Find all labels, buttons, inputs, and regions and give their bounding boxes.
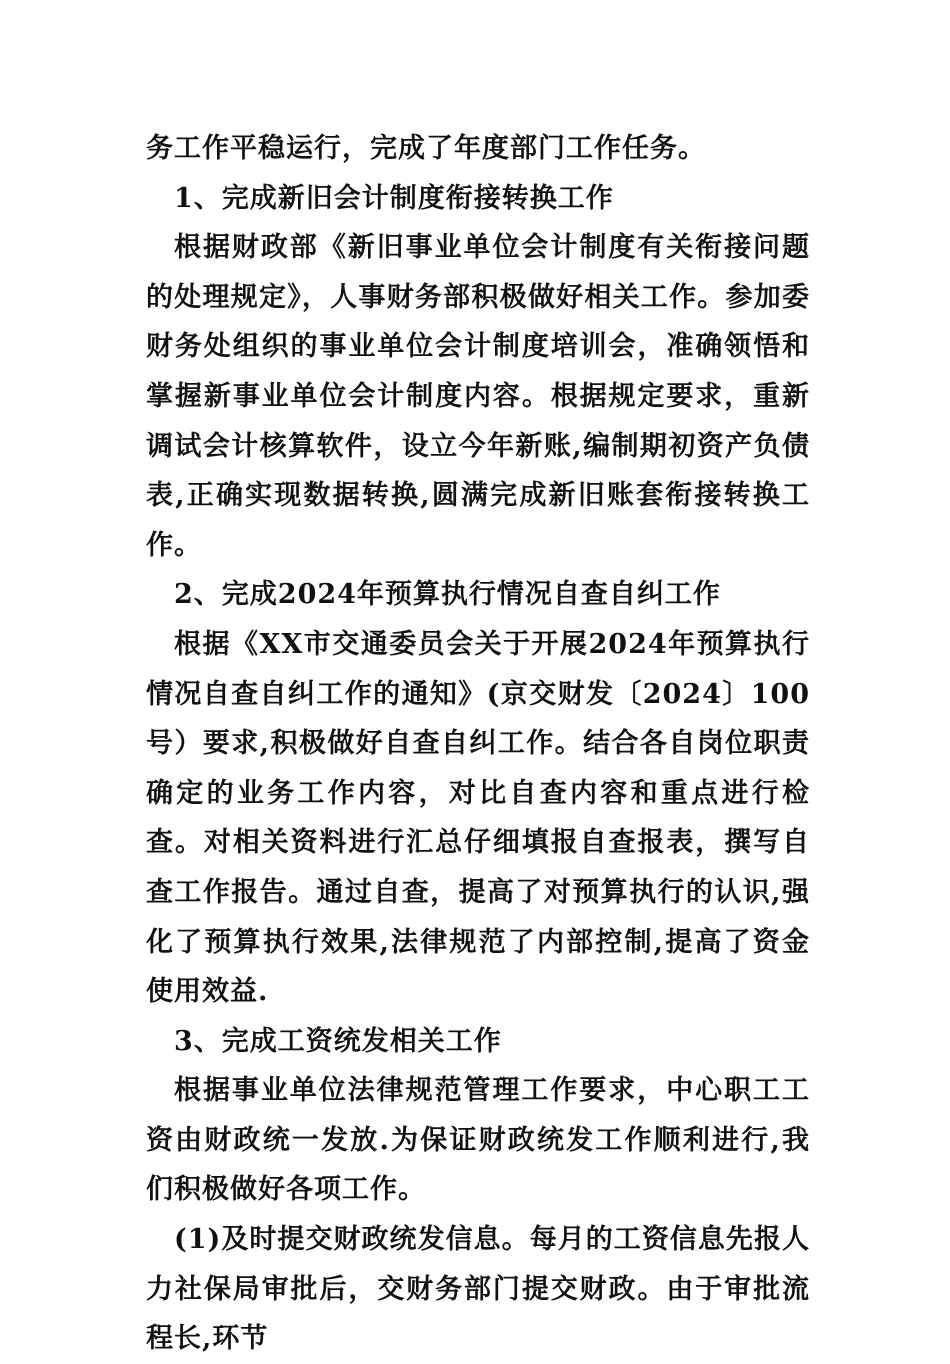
body-paragraph-2: 根据《XX市交通委员会关于开展2024年预算执行情况自查自纠工作的通知》(京交财发〔2024〕100号）要求,积极做好自查自纠工作。结合各自岗位职责确定的业务工作内容，对比自查内容和重点进行检查。对相关资料进行汇总仔细填报自查报表，撰写自查工作报告。通过自查，提高了对预算执行的认识,强化了预算执行效果,法律规范了内部控制,提高了资金使用效益. xyxy=(146,628,810,1008)
body-paragraph-1: 根据财政部《新旧事业单位会计制度有关衔接问题的处理规定》，人事财务部积极做好相关工作。参加委财务处组织的事业单位会计制度培训会，准确领悟和掌握新事业单位会计制度内容。根据规定要求，重新调试会计核算软件，设立今年新账,编制期初资产负债表,正确实现数据转换,圆满完成新旧账套衔接转换工作。 xyxy=(146,232,810,561)
body-paragraph-4: (1)及时提交财政统发信息。每月的工资信息先报人力社保局审批后，交财务部门提交财政。由于审批流程长,环节 xyxy=(146,1224,810,1355)
continuation-paragraph: 务工作平稳运行，完成了年度部门工作任务。 xyxy=(146,133,706,164)
document-body xyxy=(146,124,810,1364)
section-heading-2: 2、完成2024年预算执行情况自查自纠工作 xyxy=(174,579,721,611)
section-heading-1: 1、完成新旧会计制度衔接转换工作 xyxy=(174,182,614,214)
section-heading-3: 3、完成工资统发相关工作 xyxy=(174,1025,502,1057)
body-paragraph-3: 根据事业单位法律规范管理工作要求，中心职工工资由财政统一发放.为保证财政统发工作顺利进行,我们积极做好各项工作。 xyxy=(146,1075,810,1206)
